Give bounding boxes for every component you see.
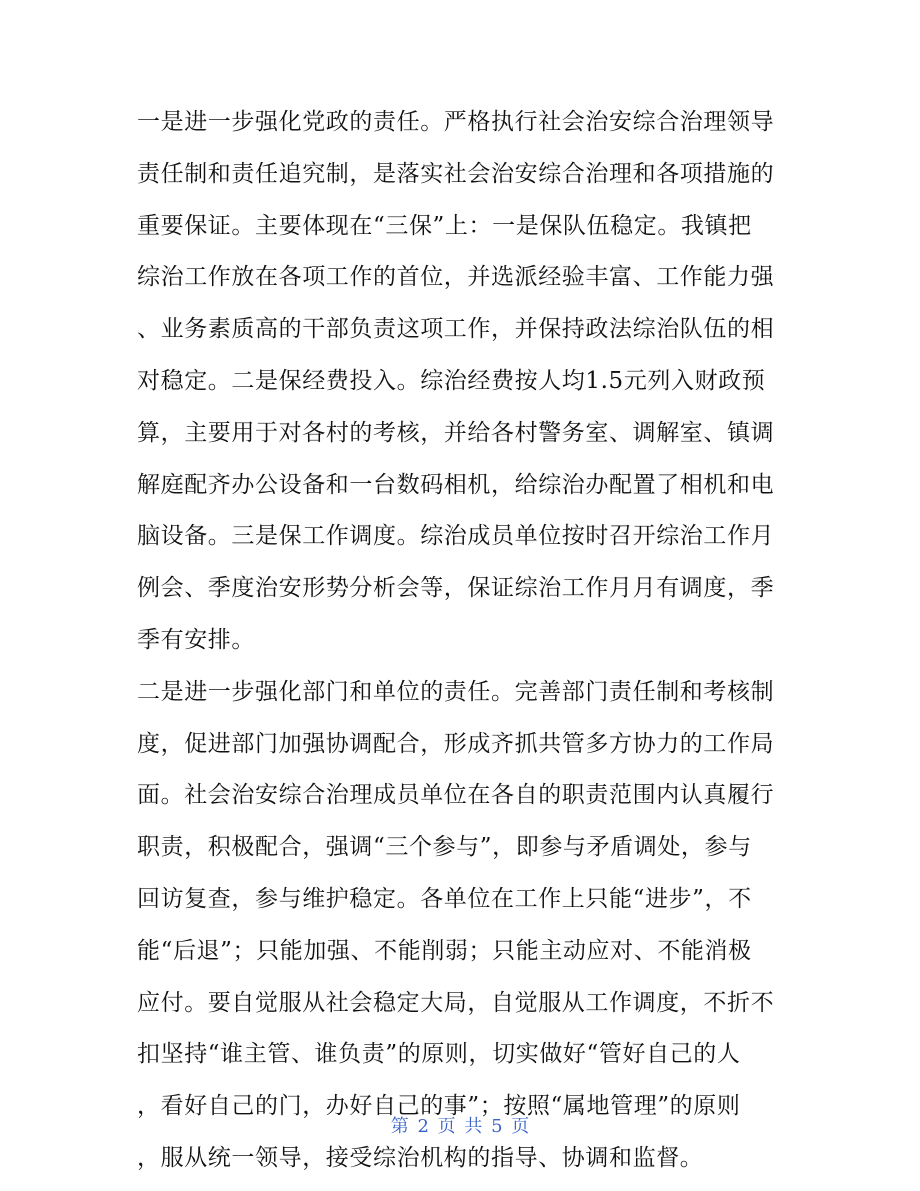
text-line: 解庭配齐办公设备和一台数码相机，给综治办配置了相机和电 <box>137 471 775 498</box>
document-body <box>137 97 797 1185</box>
text-line: 季有安排。 <box>137 626 255 653</box>
text-line: 脑设备。三是保工作调度。综治成员单位按时召开综治工作月 <box>137 523 775 550</box>
text-line: 例会、季度治安形势分析会等，保证综治工作月月有调度，季 <box>137 575 775 602</box>
text-line: 职责，积极配合，强调“三个参与”，即参与矛盾调处，参与 <box>137 834 752 861</box>
text-line: 应付。要自觉服从社会稳定大局，自觉服从工作调度，不折不 <box>137 989 775 1016</box>
text-line: 面。社会治安综合治理成员单位在各自的职责范围内认真履行 <box>137 782 775 809</box>
text-line: ，服从统一领导，接受综治机构的指导、协调和监督。 <box>137 1144 704 1171</box>
text-line: 重要保证。主要体现在“三保”上：一是保队伍稳定。我镇把 <box>137 212 752 239</box>
page-number: 第 2 页 共 5 页 <box>390 1116 530 1137</box>
paragraph-2 <box>137 667 797 1185</box>
text-line: 二是进一步强化部门和单位的责任。完善部门责任制和考核制 <box>137 678 775 705</box>
text-line: 能“后退”；只能加强、不能削弱；只能主动应对、不能消极 <box>137 937 752 964</box>
text-line: 算，主要用于对各村的考核，并给各村警务室、调解室、镇调 <box>137 419 775 446</box>
text-line: 扣坚持“谁主管、谁负责”的原则，切实做好“管好自己的人 <box>137 1041 741 1068</box>
paragraph-1 <box>137 97 797 667</box>
text-line: 回访复查，参与维护稳定。各单位在工作上只能“进步”，不 <box>137 885 752 912</box>
text-line: 综治工作放在各项工作的首位，并选派经验丰富、工作能力强 <box>137 264 775 291</box>
text-line: 对稳定。二是保经费投入。综治经费按人均1.5元列入财政预 <box>137 367 766 394</box>
text-line: 责任制和责任追究制，是落实社会治安综合治理和各项措施的 <box>137 160 775 187</box>
text-line: 度，促进部门加强协调配合，形成齐抓共管多方协力的工作局 <box>137 730 775 757</box>
text-line: 、业务素质高的干部负责这项工作，并保持政法综治队伍的相 <box>137 316 775 343</box>
text-line: 一是进一步强化党政的责任。严格执行社会治安综合治理领导 <box>137 109 775 135</box>
text-line: ，看好自己的门，办好自己的事”；按照“属地管理”的原则 <box>137 1093 741 1120</box>
